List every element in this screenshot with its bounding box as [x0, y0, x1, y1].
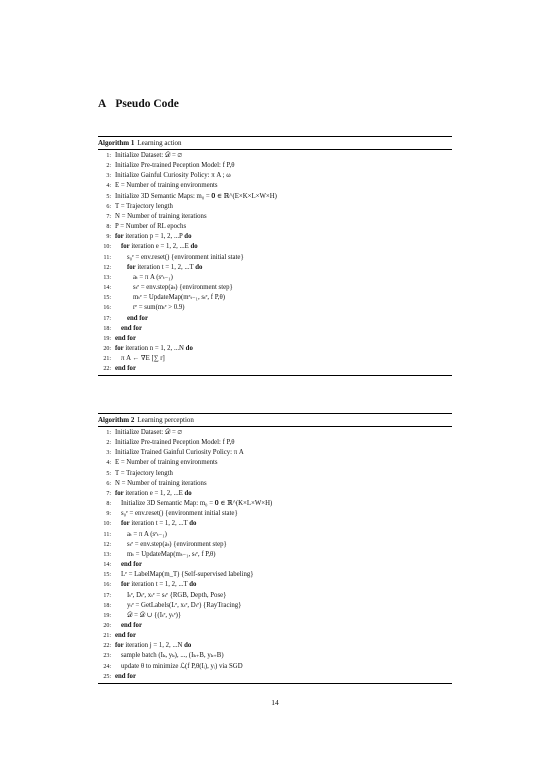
line-number: 25: — [103, 673, 111, 680]
line-number: 12: — [103, 264, 111, 271]
line-text: Initialize Trained Gainful Curiosity Policy: π A — [115, 449, 244, 457]
line-number: 4: — [106, 460, 111, 467]
line-text: 𝒟 = 𝒟 ∪ {(Iₜᵉ, yₜᵉ)} — [127, 611, 182, 619]
line-text: end for — [115, 632, 136, 640]
line-text: π A ← ∇E [∑ r] — [121, 355, 165, 363]
line-text: T = Trajectory length — [115, 469, 173, 477]
algorithm-line — [98, 651, 452, 661]
line-text: for iteration t = 1, 2, ...T do — [127, 263, 203, 271]
line-text: Initialize 3D Semantic Maps: m₀ = 𝟎 ∈ ℝ^(E×K×L×W×H) — [115, 192, 277, 200]
line-number: 2: — [106, 440, 111, 447]
algorithm-line — [98, 283, 452, 293]
algorithm-line — [98, 314, 452, 324]
algorithm-line — [98, 611, 452, 621]
algorithm-line — [98, 202, 452, 212]
line-number: 18: — [103, 602, 111, 609]
algorithm-line — [98, 212, 452, 222]
line-text: for iteration j = 1, 2, ...N do — [115, 642, 192, 650]
line-number: 9: — [106, 234, 111, 241]
algorithm-line — [98, 151, 452, 161]
algorithm-line — [98, 580, 452, 590]
line-text: Initialize Dataset: 𝒟 = ∅ — [115, 429, 182, 436]
algorithm-line — [98, 570, 452, 580]
algorithm-2-box — [98, 413, 452, 684]
line-text: end for — [115, 365, 136, 373]
algorithm-line — [98, 324, 452, 334]
line-number: 13: — [103, 274, 111, 281]
line-text: Initialize Dataset: 𝒟 = ∅ — [115, 152, 182, 159]
algorithm-line — [98, 448, 452, 458]
section-number: A — [98, 98, 107, 110]
line-text: for iteration t = 1, 2, ...T do — [121, 520, 197, 528]
line-number: 5: — [106, 193, 111, 200]
line-text: sₜᵉ = env.step(aₜ) {environment step} — [133, 284, 233, 292]
algorithm-lines — [98, 150, 452, 375]
line-text: end for — [121, 561, 142, 569]
line-text: aₜ = π A (sᵉₜ₋₁) — [127, 530, 167, 538]
algorithm-1-box — [98, 136, 452, 376]
line-text: P = Number of RL epochs — [115, 223, 187, 231]
algorithm-line — [98, 161, 452, 171]
line-text: N = Number of training iterations — [115, 479, 207, 487]
line-text: Initialize Pre-trained Peception Model: f P,θ — [115, 439, 235, 447]
algorithm-line — [98, 519, 452, 529]
line-number: 6: — [106, 203, 111, 210]
line-number: 11: — [103, 254, 111, 261]
section-heading — [98, 98, 179, 110]
line-number: 8: — [106, 224, 111, 231]
bottom-rule — [98, 375, 452, 376]
algorithm-title: Learning perception — [137, 416, 194, 424]
algorithm-line — [98, 303, 452, 313]
line-text: aₜ = π A (sᵉₜ₋₁) — [133, 273, 173, 281]
line-text: mₜ = UpdateMap(mₜ₋₁, sₜᵉ, f P,θ) — [127, 550, 216, 558]
algorithm-line — [98, 171, 452, 181]
line-number: 20: — [103, 622, 111, 629]
line-number: 18: — [103, 325, 111, 332]
line-text: N = Number of training iterations — [115, 212, 207, 220]
line-number: 16: — [103, 305, 111, 312]
line-text: for iteration e = 1, 2, ...E do — [121, 243, 198, 251]
line-text: Initialize Pre-trained Peception Model: f P,θ — [115, 162, 235, 170]
line-number: 3: — [106, 173, 111, 180]
line-text: sample batch (Iₖ, yₖ), ..., (Iₖ₊B, yₖ₊B) — [121, 652, 224, 660]
algorithm-caption — [98, 137, 452, 149]
line-number: 1: — [106, 430, 111, 436]
algorithm-line — [98, 242, 452, 252]
line-number: 1: — [106, 153, 111, 159]
line-number: 15: — [103, 572, 111, 579]
line-number: 10: — [103, 244, 111, 251]
algorithm-line — [98, 428, 452, 438]
algorithm-line — [98, 458, 452, 468]
algorithm-line — [98, 273, 452, 283]
line-number: 22: — [103, 643, 111, 650]
algorithm-line — [98, 192, 452, 202]
line-text: Lᵉ = LabelMap(m_T) {Self-supervised labeling} — [121, 571, 254, 579]
algorithm-line — [98, 181, 452, 191]
line-number: 10: — [103, 521, 111, 528]
algorithm-line — [98, 662, 452, 672]
line-number: 21: — [103, 633, 111, 640]
page-number: 14 — [271, 698, 279, 707]
algorithm-line — [98, 489, 452, 499]
algorithm-line — [98, 253, 452, 263]
line-text: T = Trajectory length — [115, 202, 173, 210]
line-number: 21: — [103, 356, 111, 363]
line-number: 19: — [103, 612, 111, 619]
algorithm-label: Algorithm 2 — [98, 416, 135, 424]
algorithm-title: Learning action — [137, 139, 182, 147]
algorithm-line — [98, 591, 452, 601]
algorithm-line — [98, 364, 452, 374]
line-number: 14: — [103, 285, 111, 292]
algorithm-line — [98, 509, 452, 519]
line-text: for iteration t = 1, 2, ...T do — [121, 581, 197, 589]
line-number: 12: — [103, 541, 111, 548]
algorithm-line — [98, 499, 452, 509]
algorithm-line — [98, 641, 452, 651]
line-text: sₜᵉ = env.step(aₜ) {environment step} — [127, 540, 227, 548]
line-number: 2: — [106, 163, 111, 170]
line-number: 23: — [103, 653, 111, 660]
algorithm-label: Algorithm 1 — [98, 139, 135, 147]
algorithm-line — [98, 621, 452, 631]
line-number: 4: — [106, 183, 111, 190]
line-number: 24: — [103, 663, 111, 670]
line-text: for iteration e = 1, 2, ...E do — [115, 489, 192, 497]
line-text: Iₜᵉ, Dₜᵉ, xₜᵉ = sₜᵉ {RGB, Depth, Pose} — [127, 591, 227, 599]
line-number: 13: — [103, 551, 111, 558]
algorithm-line — [98, 469, 452, 479]
line-text: end for — [127, 314, 148, 322]
line-text: E = Number of training environments — [115, 182, 218, 190]
section-title: Pseudo Code — [115, 98, 179, 110]
algorithm-line — [98, 293, 452, 303]
algorithm-line — [98, 438, 452, 448]
line-number: 14: — [103, 562, 111, 569]
line-number: 22: — [103, 366, 111, 373]
line-text: for iteration n = 1, 2, ...N do — [115, 344, 193, 352]
line-text: end for — [121, 621, 142, 629]
line-text: yₜᵉ = GetLabels(Lᵉ, xₜᵉ, Dₜᵉ) {RayTracing} — [127, 601, 242, 609]
line-text: update θ to minimize ℒ(f P,θ(Iᵢ), yᵢ) via SGD — [121, 662, 243, 670]
algorithm-line — [98, 344, 452, 354]
algorithm-line — [98, 354, 452, 364]
algorithm-line — [98, 560, 452, 570]
line-number: 7: — [106, 490, 111, 497]
line-number: 20: — [103, 345, 111, 352]
line-text: for iteration p = 1, 2, ...P do — [115, 233, 192, 241]
line-number: 5: — [106, 470, 111, 477]
algorithm-line — [98, 672, 452, 682]
line-text: Initialize 3D Semantic Map: m₀ = 𝟎 ∈ ℝ^(K×L×W×H) — [121, 500, 273, 508]
bottom-rule — [98, 683, 452, 684]
line-number: 7: — [106, 213, 111, 220]
algorithm-line — [98, 263, 452, 273]
line-number: 8: — [106, 501, 111, 508]
algorithm-line — [98, 601, 452, 611]
line-text: mₜᵉ = UpdateMap(mᵉₜ₋₁, sₜᵉ, f P,θ) — [133, 294, 226, 302]
line-text: s₀ᵉ = env.reset() {environment initial state} — [121, 510, 238, 518]
algorithm-lines — [98, 427, 452, 683]
algorithm-line — [98, 222, 452, 232]
algorithm-line — [98, 232, 452, 242]
line-text: E = Number of training environments — [115, 459, 218, 467]
line-number: 11: — [103, 531, 111, 538]
line-number: 16: — [103, 582, 111, 589]
line-number: 6: — [106, 480, 111, 487]
algorithm-line — [98, 334, 452, 344]
line-text: end for — [121, 324, 142, 332]
algorithm-caption — [98, 414, 452, 426]
algorithm-line — [98, 550, 452, 560]
algorithm-line — [98, 479, 452, 489]
line-text: s₀ᵉ = env.reset() {environment initial state} — [127, 253, 244, 261]
algorithm-line — [98, 540, 452, 550]
line-text: Initialize Gainful Curiosity Policy: π A ; ω — [115, 172, 231, 180]
line-number: 19: — [103, 335, 111, 342]
line-number: 17: — [103, 315, 111, 322]
algorithm-line — [98, 631, 452, 641]
line-number: 9: — [106, 511, 111, 518]
algorithm-line — [98, 530, 452, 540]
line-number: 15: — [103, 295, 111, 302]
line-text: rᵉ = sum(mₜᵉ > 0.9) — [133, 304, 185, 312]
line-number: 3: — [106, 450, 111, 457]
line-text: end for — [115, 672, 136, 680]
line-text: end for — [115, 334, 136, 342]
line-number: 17: — [103, 592, 111, 599]
